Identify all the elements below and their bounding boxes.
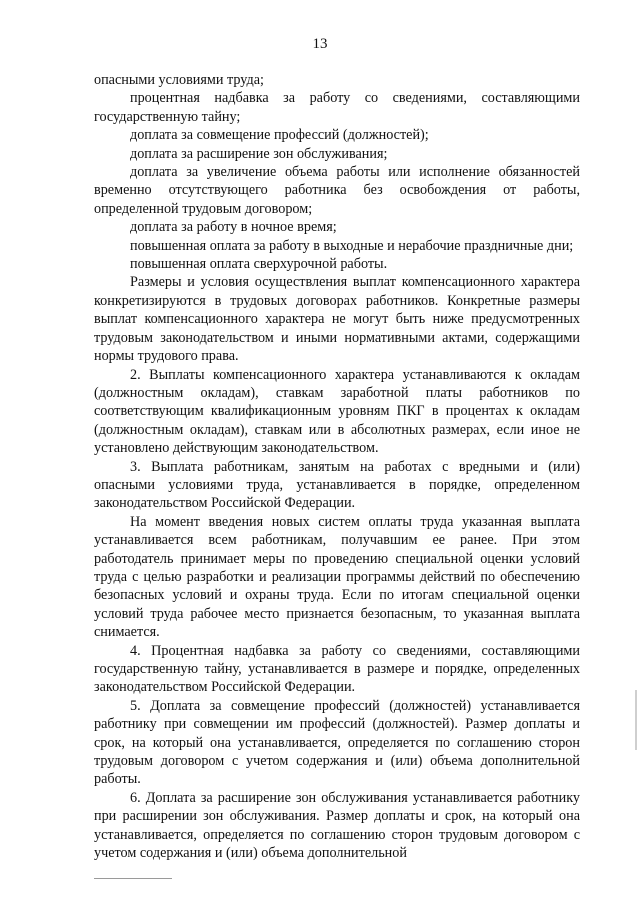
paragraph: доплата за увеличение объема работы или исполнение обязанностей временно отсутствующего работника без освобождения от работы, определенной трудовым договором; (94, 164, 580, 217)
paragraph: опасными условиями труда; (94, 72, 264, 88)
paragraph: повышенная оплата сверхурочной работы. (130, 256, 388, 273)
scan-edge-mark (635, 690, 637, 750)
paragraph: На момент введения новых систем оплаты труда указанная выплата устанавливается всем работникам, получавшим ее ранее. При этом работодатель принимает меры по проведению специальной оценки условий труда с целью разработки и реализации программы действий по обеспечению безопасных условий и охраны труда. Если по итогам специальной оценки условий труда рабочее место признается безопасным, то указанная выплата снимается. (94, 513, 580, 641)
paragraph: 4. Процентная надбавка за работу со сведениями, составляющими государственную тайну, устанавливается в размере и порядке, определенных законодательством Российской Федерации. (94, 642, 580, 696)
paragraph: 2. Выплаты компенсационного характера устанавливаются к окладам (должностным окладам), ставкам заработной платы работников по соответствующим квалификационным уровням ПКГ в процентах к окладам (должностным окладам), ставкам или в абсолютных размерах, если иное не установлено действующим законодательством. (94, 366, 580, 457)
document-body (94, 71, 580, 862)
paragraph: 3. Выплата работникам, занятым на работах с вредными и (или) опасными условиями труда, устанавливается в порядке, определенном законодательством Российской Федерации. (94, 458, 580, 512)
paragraph: доплата за работу в ночное время; (130, 219, 337, 236)
paragraph: процентная надбавка за работу со сведениями, составляющими государственную тайну; (94, 90, 580, 125)
paragraph: доплата за расширение зон обслуживания; (130, 145, 388, 162)
paragraph: 5. Доплата за совмещение профессий (должностей) устанавливается работнику при совмещении им профессий (должностей). Размер доплаты и срок, на который она устанавливается, определяется по соглашению сторон трудовым договором с учетом содержания и (или) объема дополнительной работы. (94, 697, 580, 788)
paragraph: 6. Доплата за расширение зон обслуживания устанавливается работнику при расширении зон обслуживания. Размер доплаты и срок, на который она устанавливается, определяется по соглашению сторон трудовым договором с учетом содержания и (или) объема дополнительной (94, 789, 580, 862)
footer-rule (94, 878, 172, 879)
paragraph: повышенная оплата за работу в выходные и нерабочие праздничные дни; (130, 237, 574, 254)
page-number: 13 (312, 36, 328, 52)
paragraph: доплата за совмещение профессий (должностей); (130, 127, 429, 144)
paragraph: Размеры и условия осуществления выплат компенсационного характера конкретизируются в трудовых договорах работников. Конкретные размеры выплат компенсационного характера не могут быть ниже предусмотренных трудовым законодательством и иными нормативными актами, содержащими нормы трудового права. (94, 274, 580, 365)
